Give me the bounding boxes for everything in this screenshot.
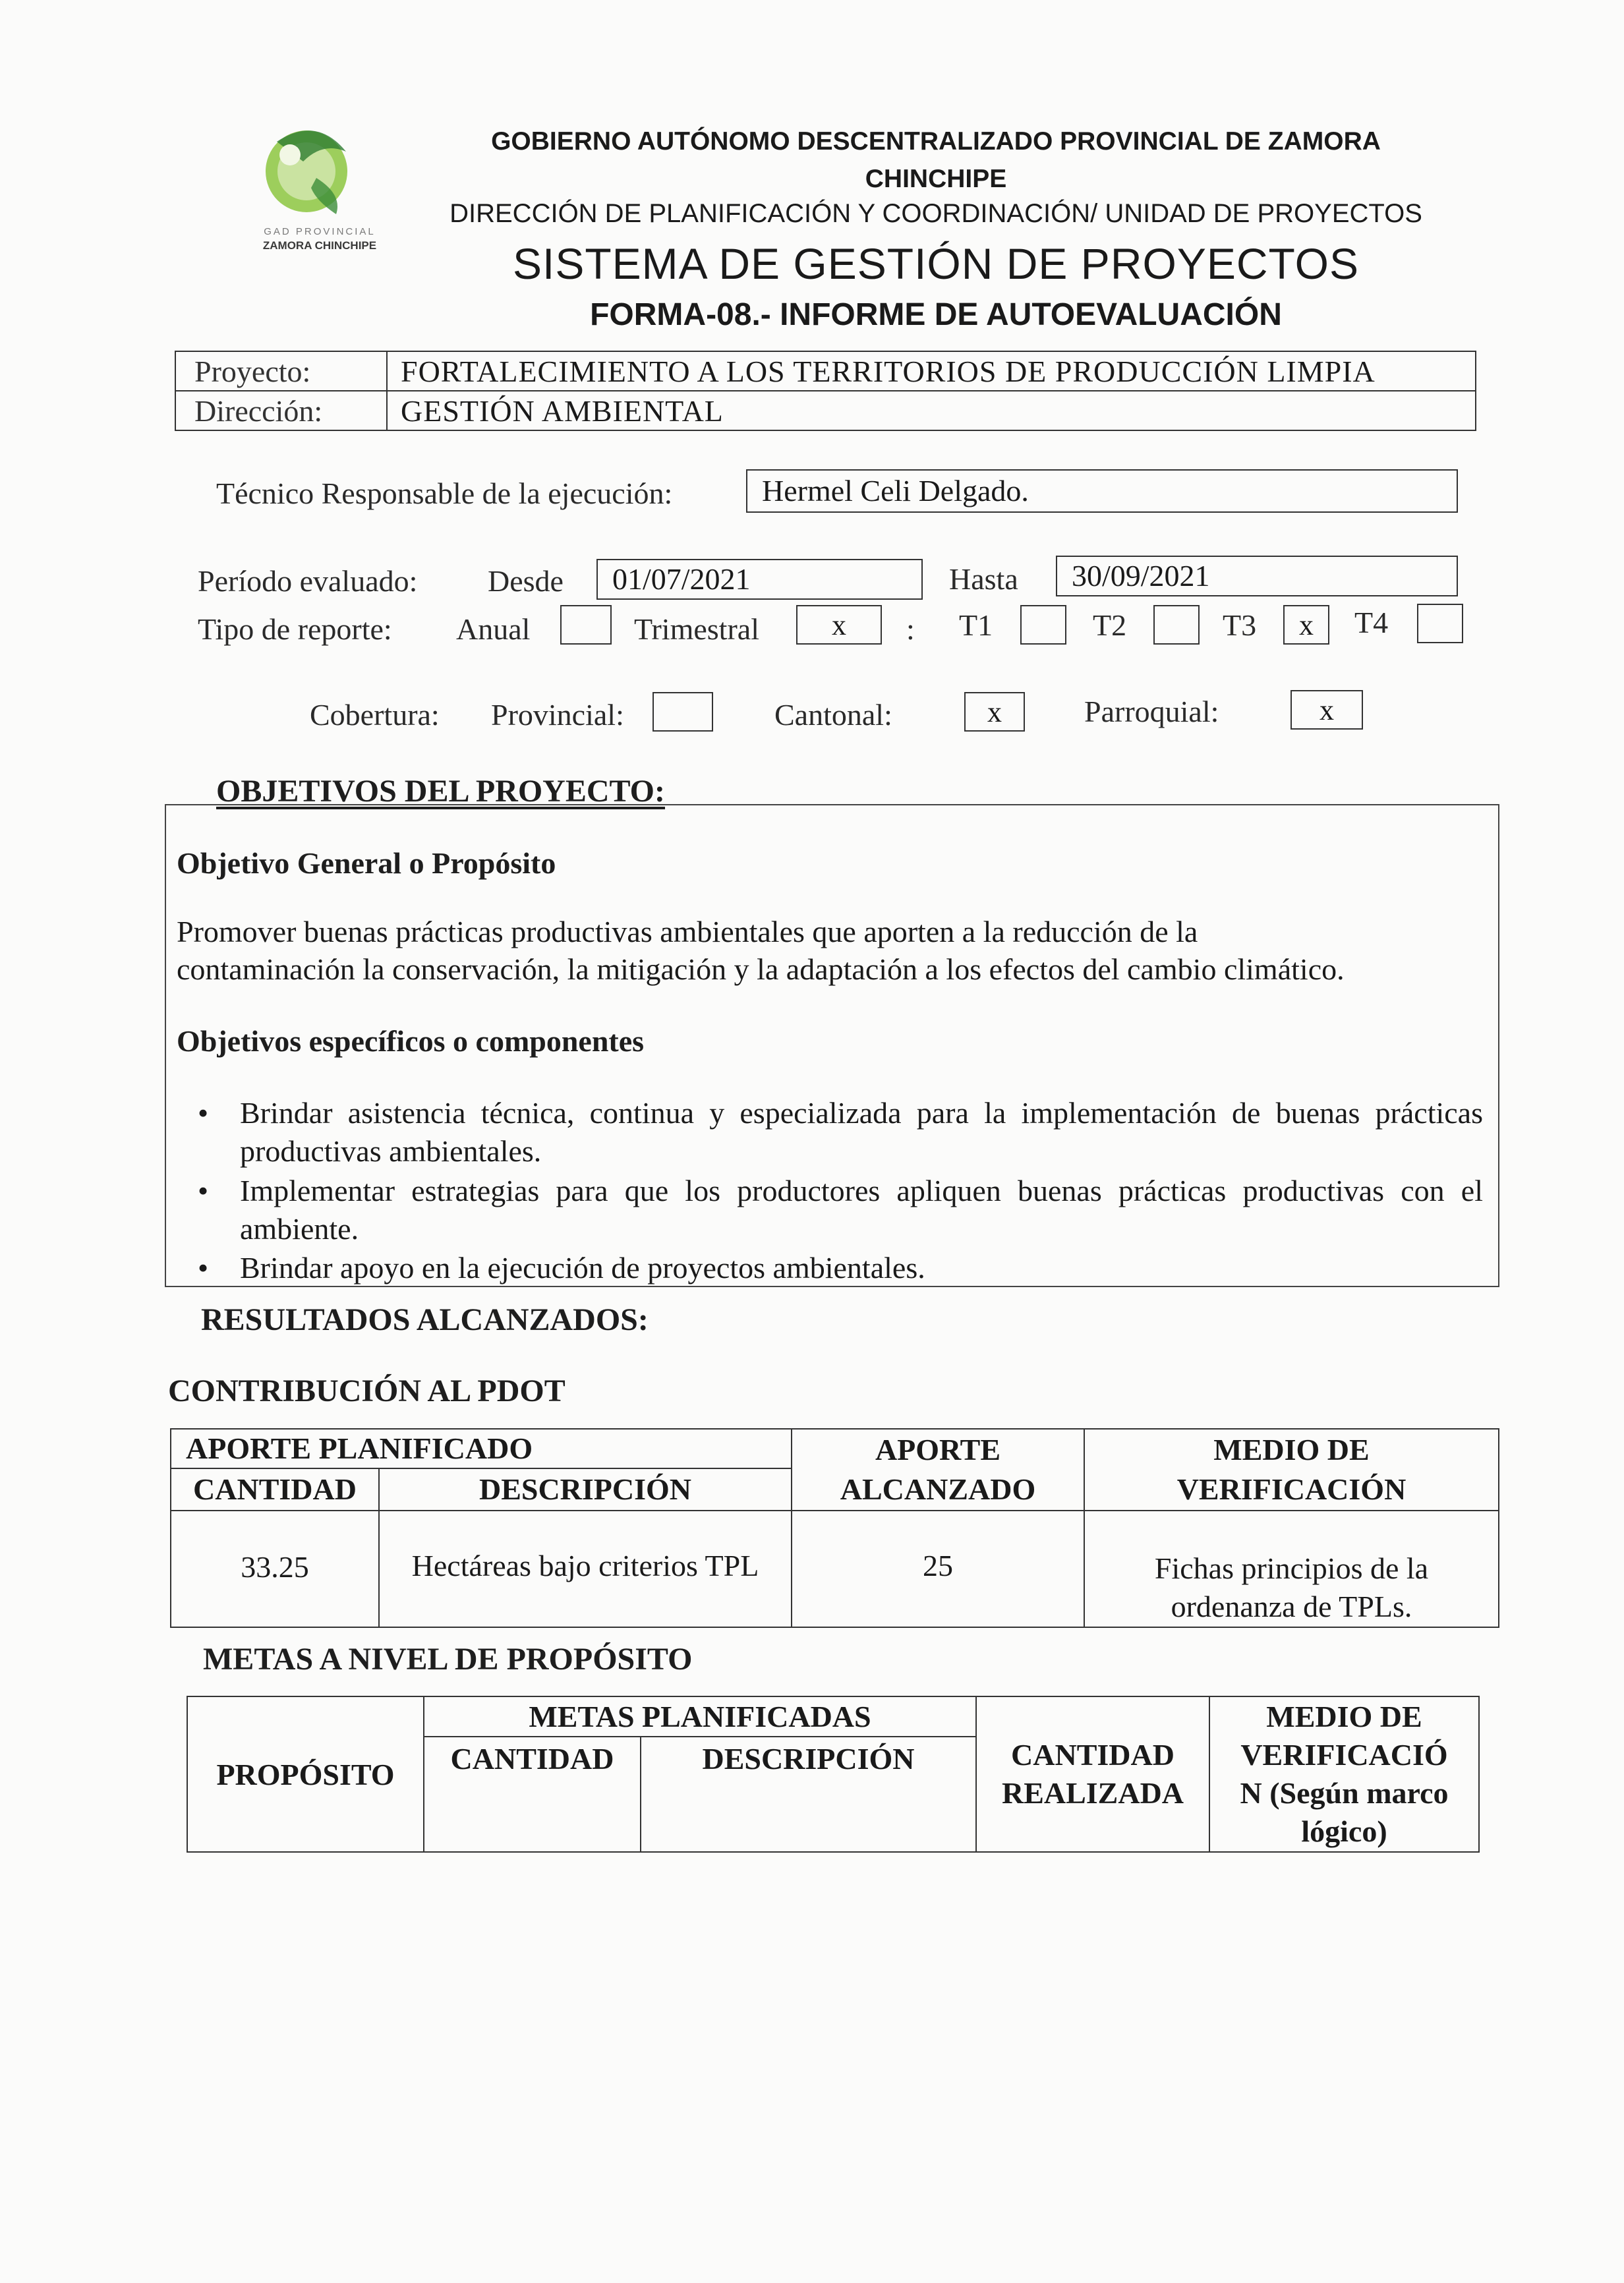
- t3-checkbox[interactable]: x: [1283, 605, 1329, 645]
- department: DIRECCIÓN DE PLANIFICACIÓN Y COORDINACIÓN/ UNIDAD DE PROYECTOS: [450, 199, 1422, 228]
- done-header-line1: CANTIDAD: [1011, 1738, 1174, 1772]
- goals-table: [187, 1696, 1480, 1853]
- project-info-table: [175, 351, 1476, 431]
- description-header: DESCRIPCIÓN: [379, 1468, 792, 1511]
- t1-label: T1: [959, 608, 993, 642]
- achieved-cell: 25: [792, 1511, 1084, 1627]
- verification-header: [1084, 1429, 1499, 1511]
- general-objective-title: Objetivo General o Propósito: [177, 846, 556, 880]
- objectives-section-title: OBJETIVOS DEL PROYECTO:: [216, 774, 665, 809]
- anual-label: Anual: [456, 612, 531, 646]
- t1-checkbox[interactable]: [1020, 605, 1066, 645]
- coverage-label: Cobertura:: [310, 698, 440, 732]
- planned-contribution-header: APORTE PLANIFICADO: [171, 1429, 792, 1468]
- quantity-cell: 33.25: [171, 1511, 379, 1627]
- t4-label: T4: [1354, 606, 1389, 639]
- trimestral-label: Trimestral: [634, 612, 759, 646]
- org-name-line1: GOBIERNO AUTÓNOMO DESCENTRALIZADO PROVINCIAL DE ZAMORA: [491, 127, 1381, 156]
- general-objective-line2: contaminación la conservación, la mitigación y la adaptación a los efectos del cambio climático.: [177, 952, 1345, 986]
- specific-objective-item: [198, 1172, 1483, 1251]
- specific-objective-item: [198, 1094, 1483, 1173]
- specific-objective-item: [198, 1249, 1483, 1288]
- verification-header-line1: MEDIO DE: [1213, 1433, 1370, 1466]
- trimestral-checkbox[interactable]: x: [796, 605, 882, 645]
- bullet-icon: •: [198, 1251, 209, 1285]
- t3-label: T3: [1223, 608, 1257, 642]
- pdot-table: [170, 1428, 1499, 1628]
- goals-verif-line2: VERIFICACIÓ: [1240, 1738, 1448, 1772]
- cantonal-checkbox[interactable]: x: [964, 692, 1025, 732]
- t2-checkbox[interactable]: [1153, 605, 1200, 645]
- goals-quantity-header: CANTIDAD: [424, 1737, 641, 1853]
- achieved-header-line2: ALCANZADO: [840, 1472, 1036, 1506]
- verification-line1: Fichas principios de la: [1154, 1551, 1429, 1585]
- goals-verif-line4: lógico): [1301, 1814, 1387, 1848]
- t2-label: T2: [1093, 608, 1127, 642]
- table-row: [171, 1511, 1499, 1627]
- quantity-header: CANTIDAD: [171, 1468, 379, 1511]
- done-quantity-header: [976, 1696, 1209, 1852]
- period-to-field: 30/09/2021: [1056, 556, 1458, 596]
- anual-checkbox[interactable]: [560, 605, 612, 645]
- goals-section-title: METAS A NIVEL DE PROPÓSITO: [203, 1642, 693, 1677]
- provincial-checkbox[interactable]: [652, 692, 713, 732]
- planned-goals-header: METAS PLANIFICADAS: [424, 1696, 976, 1737]
- direccion-value: GESTIÓN AMBIENTAL: [387, 391, 1476, 430]
- technician-field: Hermel Celi Delgado.: [746, 469, 1458, 513]
- goals-verif-line3: N (Según marco: [1240, 1776, 1449, 1810]
- general-objective-line1: Promover buenas prácticas productivas ambientales que aporten a la reducción de la: [177, 915, 1198, 948]
- goals-verif-line1: MEDIO DE: [1266, 1700, 1422, 1733]
- parroquial-checkbox[interactable]: x: [1290, 690, 1363, 730]
- cantonal-label: Cantonal:: [774, 698, 892, 732]
- report-type-label: Tipo de reporte:: [198, 612, 392, 646]
- period-to-label: Hasta: [949, 562, 1018, 596]
- done-header-line2: REALIZADA: [1001, 1776, 1184, 1810]
- bullet-icon: •: [198, 1174, 209, 1207]
- system-title: SISTEMA DE GESTIÓN DE PROYECTOS: [512, 239, 1360, 288]
- purpose-header: PROPÓSITO: [187, 1696, 424, 1852]
- achieved-header-line1: APORTE: [875, 1433, 1001, 1466]
- t4-checkbox[interactable]: [1417, 604, 1463, 643]
- bullet-icon: •: [198, 1096, 209, 1130]
- verification-cell: [1084, 1511, 1499, 1627]
- verification-line2: ordenanza de TPLs.: [1171, 1590, 1412, 1623]
- org-name-line2: CHINCHIPE: [865, 165, 1007, 193]
- goals-verification-header: [1209, 1696, 1479, 1852]
- form-title: FORMA-08.- INFORME DE AUTOEVALUACIÓN: [590, 297, 1282, 332]
- period-from-field: 01/07/2021: [596, 559, 923, 600]
- proyecto-value: FORTALECIMIENTO A LOS TERRITORIOS DE PRODUCCIÓN LIMPIA: [387, 351, 1476, 391]
- specific-objectives-title: Objetivos específicos o componentes: [177, 1024, 645, 1058]
- description-cell: Hectáreas bajo criterios TPL: [379, 1511, 792, 1627]
- technician-label: Técnico Responsable de la ejecución:: [216, 477, 673, 510]
- specific-objective-text: Implementar estrategias para que los productores apliquen buenas prácticas productivas con el ambiente.: [240, 1174, 1483, 1246]
- goals-description-header: DESCRIPCIÓN: [641, 1737, 976, 1853]
- period-from-label: Desde: [488, 564, 564, 598]
- pdot-title: CONTRIBUCIÓN AL PDOT: [168, 1373, 566, 1408]
- logo-text-2: ZAMORA CHINCHIPE: [262, 239, 377, 252]
- results-section-title: RESULTADOS ALCANZADOS:: [201, 1302, 649, 1337]
- specific-objective-text: Brindar apoyo en la ejecución de proyectos ambientales.: [240, 1251, 925, 1285]
- achieved-contribution-header: [792, 1429, 1084, 1511]
- parroquial-label: Parroquial:: [1084, 695, 1219, 728]
- proyecto-label: Proyecto:: [175, 351, 387, 391]
- specific-objective-text: Brindar asistencia técnica, continua y especializada para la implementación de buenas prácticas productivas ambientales.: [240, 1096, 1483, 1168]
- period-label: Período evaluado:: [198, 564, 418, 598]
- direccion-label: Dirección:: [175, 391, 387, 430]
- report-type-colon: :: [906, 612, 915, 646]
- logo-text-1: GAD PROVINCIAL: [264, 226, 376, 237]
- provincial-label: Provincial:: [491, 698, 624, 732]
- verification-header-line2: VERIFICACIÓN: [1176, 1472, 1406, 1506]
- gad-logo: [237, 115, 415, 287]
